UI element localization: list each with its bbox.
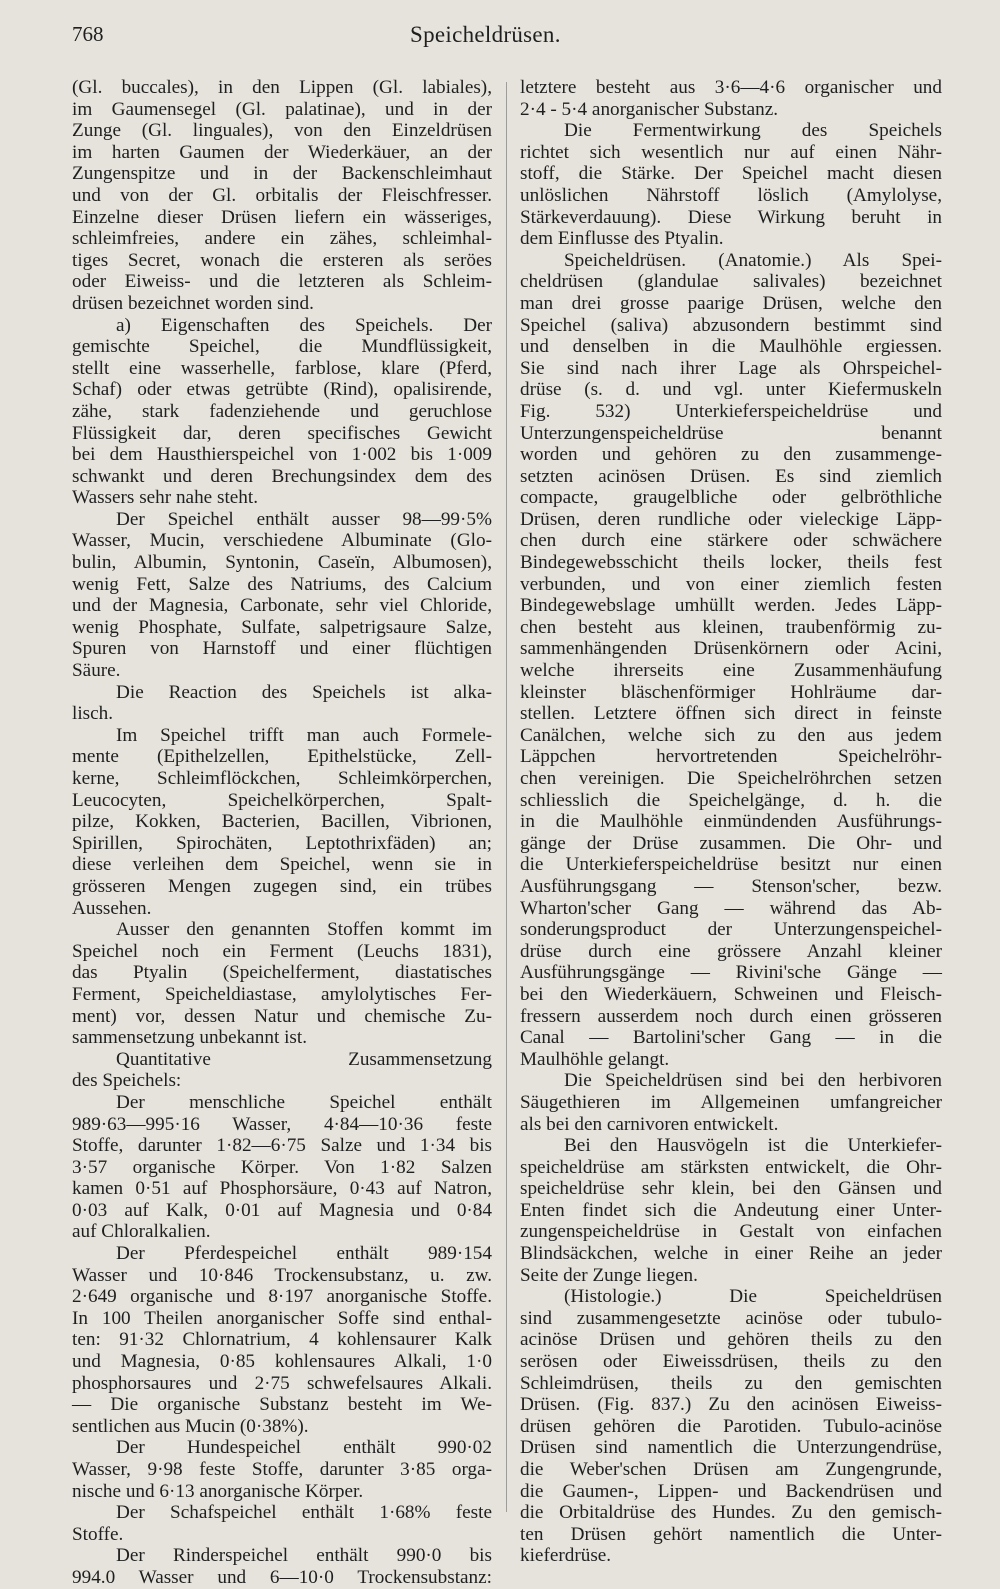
text-line: unlöslichen Nährstoff löslich (Amylolyse, bbox=[520, 184, 942, 206]
text-line: im harten Gaumen der Wiederkäuer, an der bbox=[72, 141, 492, 163]
text-line: und der Magnesia, Carbonate, sehr viel Chloride, bbox=[72, 595, 492, 617]
text-line: Zunge (Gl. linguales), von den Einzeldrüsen bbox=[72, 120, 492, 142]
text-line: stellen. Letztere öffnen sich direct in feinste bbox=[520, 703, 942, 725]
text-line: Speicheldrüsen. (Anatomie.) Als Spei- bbox=[564, 249, 942, 271]
text-line: Canal — Bartolini'scher Gang — in die bbox=[520, 1027, 942, 1049]
text-line: Sie sind nach ihrer Lage als Ohrspeichel- bbox=[520, 357, 942, 379]
text-line: Der Rinderspeichel enthält 990·0 bis bbox=[116, 1545, 492, 1567]
text-line: schwankt und deren Brechungsindex dem des bbox=[72, 465, 492, 487]
text-line: Zungenspitze und in der Backenschleimhaut bbox=[72, 163, 492, 185]
text-line: verbunden, und von einer ziemlich festen bbox=[520, 573, 942, 595]
text-line: Bei den Hausvögeln ist die Unterkiefer- bbox=[564, 1135, 942, 1157]
text-line: compacte, graugelbliche oder gelbröthliche bbox=[520, 487, 942, 509]
text-line: kieferdrüse. bbox=[520, 1545, 612, 1567]
text-line: Quantitative Zusammensetzung bbox=[116, 1048, 492, 1070]
text-line: sonderungsproduct der Unterzungenspeichel- bbox=[520, 919, 942, 941]
text-line: wenig Fett, Salze des Natriums, des Calcium bbox=[72, 573, 492, 595]
text-line: gemischte Speichel, die Mundflüssigkeit, bbox=[72, 336, 492, 358]
text-line: lisch. bbox=[72, 703, 114, 725]
text-line: Der Pferdespeichel enthält 989·154 bbox=[116, 1243, 492, 1265]
text-line: setzten acinösen Drüsen. Es sind ziemlich bbox=[520, 465, 942, 487]
text-line: Speichel (saliva) abzusondern bestimmt sind bbox=[520, 314, 942, 336]
text-line: Der Speichel enthält ausser 98—99·5% bbox=[116, 508, 492, 530]
text-line: Säugethieren im Allgemeinen umfangreicher bbox=[520, 1091, 942, 1113]
text-line: 989·63—995·16 Wasser, 4·84—10·36 feste bbox=[72, 1113, 492, 1135]
text-line: des Speichels: bbox=[72, 1070, 182, 1092]
text-line: fressern ausserdem noch durch einen grösseren bbox=[520, 1005, 942, 1027]
text-line: kamen 0·51 auf Phosphorsäure, 0·43 auf Natron, bbox=[72, 1178, 492, 1200]
text-line: Die Speicheldrüsen sind bei den herbivoren bbox=[564, 1070, 942, 1092]
text-line: Wassers sehr nahe steht. bbox=[72, 487, 259, 509]
text-line: Spirillen, Spirochäten, Leptothrixfäden) an; bbox=[72, 832, 492, 854]
text-line: chen vereinigen. Die Speichelröhrchen setzen bbox=[520, 768, 942, 789]
text-line: In 100 Theilen anorganischer Soffe sind enthal- bbox=[72, 1307, 492, 1329]
text-line: cheldrüsen (glandulae salivales) bezeichnet bbox=[520, 271, 942, 293]
text-line: stellt eine wasserhelle, farblose, klare (Pferd, bbox=[72, 357, 492, 379]
text-line: die Gaumen-, Lippen- und Backendrüsen und bbox=[520, 1480, 942, 1502]
page-number: 768 bbox=[72, 22, 104, 46]
text-line: Schaf) oder etwas getrübte (Rind), opalisirende, bbox=[72, 379, 492, 401]
text-line: pilze, Kokken, Bacterien, Bacillen, Vibrionen, bbox=[72, 811, 492, 833]
text-line: a) Eigenschaften des Speichels. Der bbox=[116, 314, 492, 336]
text-line: 994.0 Wasser und 6—10·0 Trockensubstanz: bbox=[72, 1566, 492, 1588]
text-line: Ausführungsgang — Stenson'scher, bezw. bbox=[520, 875, 942, 897]
text-line: Drüsen sind namentlich die Unterzungendrüse, bbox=[520, 1437, 942, 1459]
text-line: Enten findet sich die Andeutung einer Unter- bbox=[520, 1199, 942, 1221]
text-line: und von der Gl. orbitalis der Fleischfresser. bbox=[72, 184, 492, 206]
text-line: diese verleihen dem Speichel, wenn sie in bbox=[72, 854, 492, 876]
text-line: Der menschliche Speichel enthält bbox=[116, 1091, 492, 1113]
text-line: Flüssigkeit dar, deren specifisches Gewicht bbox=[72, 422, 492, 444]
text-line: Seite der Zunge liegen. bbox=[520, 1264, 698, 1286]
text-line: stoff, die Stärke. Der Speichel macht diesen bbox=[520, 163, 942, 185]
text-line: Der Schafspeichel enthält 1·68% feste bbox=[116, 1502, 492, 1524]
text-line: die Weber'schen Drüsen am Zungengrunde, bbox=[520, 1459, 942, 1480]
text-line: Drüsen. (Fig. 837.) Zu den acinösen Eiweiss- bbox=[520, 1394, 942, 1416]
text-line: drüse durch eine grössere Anzahl kleiner bbox=[520, 940, 942, 962]
text-line: Fig. 532) Unterkieferspeicheldrüse und bbox=[520, 400, 942, 422]
text-line: Stoffe, darunter 1·82—6·75 Salze und 1·34 bis bbox=[72, 1135, 492, 1157]
text-line: Bindegewebslage umhüllt werden. Jedes Läpp- bbox=[520, 595, 942, 617]
page-title: Speicheldrüsen. bbox=[410, 22, 561, 47]
text-line: Leucocyten, Speichelkörperchen, Spalt- bbox=[72, 789, 492, 811]
text-line: phosphorsaures und 2·75 schwefelsaures Alkali. bbox=[72, 1372, 492, 1394]
text-line: in die Maulhöhle einmündenden Ausführungs- bbox=[520, 811, 942, 833]
text-line: drüsen bezeichnet worden sind. bbox=[72, 292, 314, 314]
text-line: schleimfreies, andere ein zähes, schleimhal- bbox=[72, 228, 492, 250]
text-line: ment) vor, dessen Natur und chemische Zu- bbox=[72, 1005, 492, 1027]
text-line: Schleimdrüsen, theils zu den gemischten bbox=[520, 1372, 942, 1394]
text-line: 2·649 organische und 8·197 anorganische Stoffe. bbox=[72, 1286, 492, 1308]
text-line: Ferment, Speicheldiastase, amylolytisches Fer- bbox=[72, 983, 492, 1005]
text-line: dem Einflusse des Ptyalin. bbox=[520, 228, 724, 250]
left-column bbox=[72, 77, 492, 1589]
text-line: bei den Wiederkäuern, Schweinen und Fleisch- bbox=[520, 983, 942, 1005]
text-line: Wharton'scher Gang — während das Ab- bbox=[520, 897, 942, 919]
text-line: das Ptyalin (Speichelferment, diastatisches bbox=[72, 962, 492, 984]
text-line: die Unterkieferspeicheldrüse besitzt nur einen bbox=[520, 854, 942, 876]
text-line: Läppchen hervortretenden Speichelröhr- bbox=[520, 746, 942, 768]
text-line: Die Fermentwirkung des Speichels bbox=[564, 120, 942, 142]
text-line: bei dem Hausthierspeichel von 1·002 bis 1·009 bbox=[72, 444, 492, 466]
text-line: Spuren von Harnstoff und einer flüchtigen bbox=[72, 638, 492, 660]
text-line: worden und gehören zu den zusammenge- bbox=[520, 444, 942, 466]
text-line: Der Hundespeichel enthält 990·02 bbox=[116, 1437, 492, 1459]
text-line: sind zusammengesetzte acinöse oder tubulo- bbox=[520, 1307, 942, 1329]
text-line: Aussehen. bbox=[72, 897, 152, 919]
text-line: gänge der Drüse zusammen. Die Ohr- und bbox=[520, 832, 942, 854]
right-column bbox=[520, 77, 942, 1567]
text-line: acinöse Drüsen und gehören theils zu den bbox=[520, 1329, 942, 1351]
text-line: nische und 6·13 anorganische Körper. bbox=[72, 1480, 364, 1502]
text-line: kerne, Schleimflöckchen, Schleimkörperchen, bbox=[72, 768, 492, 789]
text-line: drüse (s. d. und vgl. unter Kiefermuskeln bbox=[520, 379, 942, 401]
text-line: bulin, Albumin, Syntonin, Caseïn, Albumosen), bbox=[72, 552, 492, 574]
text-line: Die Reaction des Speichels ist alka- bbox=[116, 681, 492, 703]
text-line: welche ihrerseits eine Zusammenhäufung bbox=[520, 660, 942, 682]
text-line: tiges Secret, wonach die ersteren als seröes bbox=[72, 249, 492, 271]
text-line: sentlichen aus Mucin (0·38%). bbox=[72, 1415, 309, 1437]
text-line: ten Drüsen gehört namentlich die Unter- bbox=[520, 1523, 942, 1545]
text-line: chen durch eine stärkere oder schwächere bbox=[520, 530, 942, 552]
text-line: Stoffe. bbox=[72, 1523, 124, 1545]
text-line: Speichel noch ein Ferment (Leuchs 1831), bbox=[72, 940, 492, 962]
text-line: schliesslich die Speichelgänge, d. h. die bbox=[520, 789, 942, 811]
text-line: sammenhängenden Drüsenkörnern oder Acini, bbox=[520, 638, 942, 660]
text-line: zungenspeicheldrüse in Gestalt von einfachen bbox=[520, 1221, 942, 1243]
text-line: Ausser den genannten Stoffen kommt im bbox=[116, 919, 492, 941]
text-line: man drei grosse paarige Drüsen, welche den bbox=[520, 292, 942, 314]
text-line: mente (Epithelzellen, Epithelstücke, Zell- bbox=[72, 746, 492, 768]
text-line: — Die organische Substanz besteht im We- bbox=[72, 1394, 492, 1416]
text-line: Wasser, 9·98 feste Stoffe, darunter 3·85 orga- bbox=[72, 1459, 492, 1480]
text-line: im Gaumensegel (Gl. palatinae), und in der bbox=[72, 98, 492, 120]
text-line: Blindsäckchen, welche in einer Reihe an jeder bbox=[520, 1243, 942, 1265]
text-line: Stärkeverdauung). Diese Wirkung beruht in bbox=[520, 206, 942, 228]
text-line: Säure. bbox=[72, 660, 121, 682]
text-line: 2·4 - 5·4 anorganischer Substanz. bbox=[520, 98, 779, 120]
text-line: auf Chloralkalien. bbox=[72, 1221, 211, 1243]
text-line: chen besteht aus kleinen, traubenförmig zu- bbox=[520, 616, 942, 638]
text-line: drüsen gehören die Parotiden. Tubulo-acinöse bbox=[520, 1415, 942, 1437]
text-line: die Orbitaldrüse des Hundes. Zu den gemisch- bbox=[520, 1502, 942, 1524]
text-line: Maulhöhle gelangt. bbox=[520, 1048, 670, 1070]
text-line: speicheldrüse sehr klein, bei den Gänsen und bbox=[520, 1178, 942, 1200]
text-line: Unterzungenspeicheldrüse benannt bbox=[520, 422, 942, 444]
text-line: grösseren Mengen zugegen sind, ein trübes bbox=[72, 875, 492, 897]
text-line: letztere besteht aus 3·6—4·6 organischer und bbox=[520, 77, 942, 98]
text-line: (Histologie.) Die Speicheldrüsen bbox=[564, 1286, 942, 1308]
text-line: (Gl. buccales), in den Lippen (Gl. labiales), bbox=[72, 77, 492, 98]
text-line: Wasser und 10·846 Trockensubstanz, u. zw. bbox=[72, 1264, 492, 1286]
text-line: Ausführungsgänge — Rivini'sche Gänge — bbox=[520, 962, 942, 984]
text-line: Bindegewebsschicht theils locker, theils fest bbox=[520, 552, 942, 574]
text-line: und denselben in die Maulhöhle ergiessen. bbox=[520, 336, 942, 358]
text-line: wenig Phosphate, Sulfate, salpetrigsaure Salze, bbox=[72, 616, 492, 638]
text-line: ten: 91·32 Chlornatrium, 4 kohlensaurer Kalk bbox=[72, 1329, 492, 1351]
text-line: serösen oder Eiweissdrüsen, theils zu den bbox=[520, 1351, 942, 1373]
text-line: Wasser, Mucin, verschiedene Albuminate (Glo- bbox=[72, 530, 492, 552]
text-line: Canälchen, welche sich zu den aus jedem bbox=[520, 724, 942, 746]
text-line: Einzelne dieser Drüsen liefern ein wässeriges, bbox=[72, 206, 492, 228]
text-line: zähe, stark fadenziehende und geruchlose bbox=[72, 400, 492, 422]
text-line: sammensetzung unbekannt ist. bbox=[72, 1027, 308, 1049]
text-line: als bei den carnivoren entwickelt. bbox=[520, 1113, 779, 1135]
text-line: und Magnesia, 0·85 kohlensaures Alkali, 1·0 bbox=[72, 1351, 492, 1373]
text-line: Im Speichel trifft man auch Formele- bbox=[116, 724, 492, 746]
text-line: 3·57 organische Körper. Von 1·82 Salzen bbox=[72, 1156, 492, 1178]
text-line: kleinster bläschenförmiger Hohlräume dar- bbox=[520, 681, 942, 703]
text-line: oder Eiweiss- und die letzteren als Schleim- bbox=[72, 271, 492, 293]
column-divider bbox=[506, 82, 507, 1512]
text-line: speicheldrüse am stärksten entwickelt, die Ohr- bbox=[520, 1156, 942, 1178]
text-line: Drüsen, deren rundliche oder vieleckige Läpp- bbox=[520, 508, 942, 530]
text-line: 0·03 auf Kalk, 0·01 auf Magnesia und 0·84 bbox=[72, 1199, 492, 1221]
text-line: richtet sich wesentlich nur auf einen Nähr- bbox=[520, 141, 942, 163]
